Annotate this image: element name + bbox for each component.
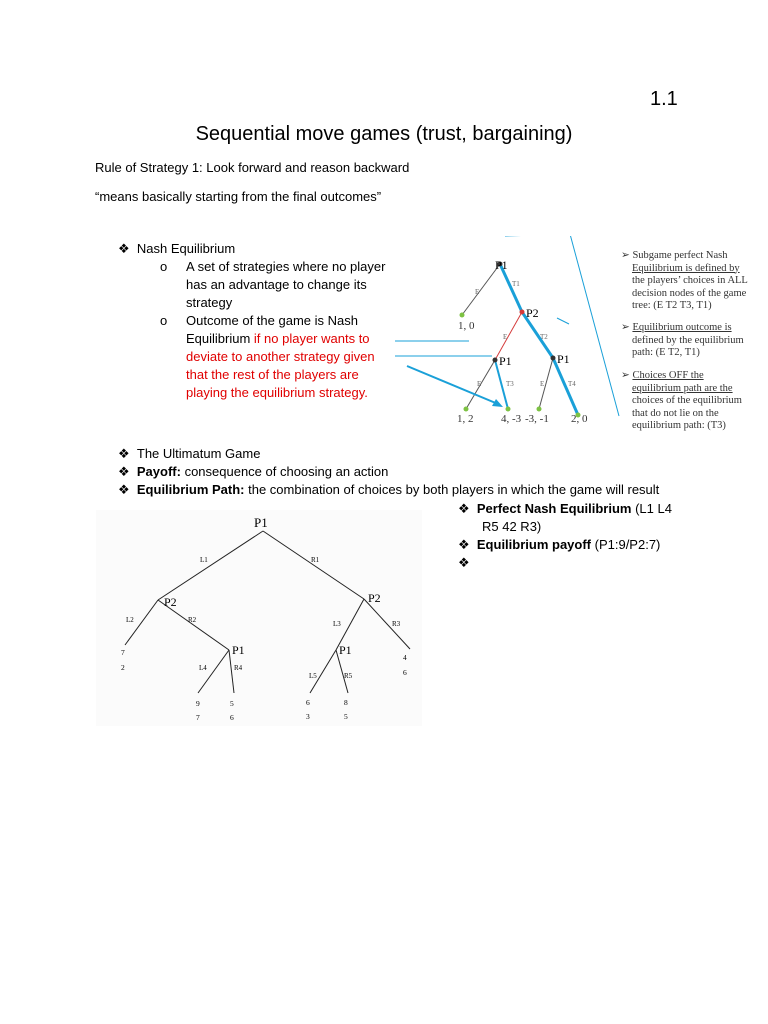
edge-l1: L1 — [200, 556, 208, 564]
edge-l3: L3 — [333, 620, 341, 628]
arrow-bullet-icon: ➢ — [621, 250, 630, 261]
node-p2: P2 — [526, 306, 539, 320]
edge-r5: R5 — [344, 672, 353, 680]
pne-item: ❖ Perfect Nash Equilibrium (L1 L4 — [458, 501, 672, 516]
diamond-outline-bullet-icon: ❖ — [458, 537, 470, 552]
payoff-r3-p2: 6 — [403, 668, 407, 677]
pne-value-cont: R5 42 R3) — [482, 519, 542, 534]
ultimatum-item: ❖ The Ultimatum Game — [118, 446, 261, 461]
diamond-outline-bullet-icon: ❖ — [458, 501, 470, 516]
edge-l2: L2 — [126, 616, 134, 624]
sub-bullet-icon: o — [160, 313, 168, 328]
rule-explanation: “means basically starting from the final outcomes” — [95, 189, 382, 204]
edge-r2: R2 — [188, 616, 197, 624]
payoff-l4-p1: 9 — [196, 699, 200, 708]
edge-label-t2: T2 — [540, 333, 548, 341]
payoff-r5-p2: 5 — [344, 712, 348, 721]
payoff-item: ❖ Payoff: consequence of choosing an action — [118, 464, 389, 479]
edge-l4: L4 — [199, 664, 207, 672]
rule-of-strategy: Rule of Strategy 1: Look forward and reason backward — [95, 160, 410, 175]
empty-item — [458, 554, 470, 572]
edge-r3: R3 — [392, 620, 401, 628]
edge-label-t4: T4 — [568, 380, 576, 388]
page-number: 1.1 — [650, 88, 678, 110]
edge-label-t1: T1 — [512, 280, 520, 288]
edge-l5: L5 — [309, 672, 317, 680]
diamond-outline-bullet-icon: ❖ — [118, 446, 130, 461]
edge-label-t3: T3 — [506, 380, 514, 388]
diamond-outline-bullet-icon: ❖ — [118, 464, 130, 479]
node-p1-right: P1 — [557, 352, 570, 366]
edge-label-e: E — [475, 288, 480, 296]
off-path-note: ➢ Choices OFF the equilibrium path are the choices of the equilibrium that do not lie on the equilibrium path: (T3) — [621, 370, 742, 431]
edge-label-e4: E — [540, 380, 545, 388]
nash-heading-item — [118, 240, 235, 258]
payoff-r4-p1: 5 — [230, 699, 234, 708]
equilibrium-outcome-note: ➢ Equilibrium outcome is defined by the equilibrium path: (E T2, T1) — [621, 322, 744, 358]
ultimatum-game-tree — [96, 510, 422, 726]
edge-r1: R1 — [311, 556, 320, 564]
payoff-l4-p2: 7 — [196, 713, 200, 722]
nash-item-2: Outcome of the game is Nash Equilibrium if no player wants to deviate to another strategy given that the rest of the players are playing the equilibrium strategy. — [186, 313, 375, 400]
node-left-p2: P2 — [164, 595, 177, 609]
eq-payoff-item: ❖ Equilibrium payoff (P1:9/P2:7) — [458, 537, 661, 552]
sub-bullet-icon: o — [160, 259, 168, 274]
node-p1-top: P1 — [495, 258, 508, 272]
arrow-bullet-icon: ➢ — [621, 322, 630, 333]
node-right-p2: P2 — [368, 591, 381, 605]
nash-heading: Nash Equilibrium — [136, 241, 236, 256]
node-ll-p1: P1 — [232, 643, 245, 657]
payoff-l2-p2: 2 — [121, 663, 125, 672]
payoff-r4-p2: 6 — [230, 713, 234, 722]
edge-label-e3: E — [477, 380, 482, 388]
nash-item-1: A set of strategies where no player has an advantage to change its strategy — [186, 259, 386, 310]
payoff-a: 1, 2 — [457, 413, 474, 425]
node-root-p1: P1 — [254, 515, 268, 530]
payoff-d: 2, 0 — [571, 413, 588, 425]
node-rl-p1: P1 — [339, 643, 352, 657]
payoff-l2-p1: 7 — [121, 648, 125, 657]
diamond-outline-bullet-icon: ❖ — [118, 482, 130, 497]
node-p1-left: P1 — [499, 354, 512, 368]
edge-r4: R4 — [234, 664, 243, 672]
diamond-bullet-icon: ❖ — [118, 241, 130, 256]
edge-label-e2: E — [503, 333, 508, 341]
payoff-b: 4, -3 — [501, 413, 522, 425]
equilibrium-path-item: ❖ Equilibrium Path: the combination of choices by both players in which the game will result — [118, 482, 660, 497]
payoff-top: 1, 0 — [458, 320, 475, 332]
payoff-c: -3, -1 — [525, 413, 549, 425]
trust-game-tree — [395, 236, 625, 436]
payoff-l5-p2: 3 — [306, 712, 310, 721]
diamond-outline-bullet-icon: ❖ — [458, 555, 470, 570]
arrow-bullet-icon: ➢ — [621, 370, 630, 381]
spne-note: ➢ Subgame perfect Nash Equilibrium is defined by the players’ choices in ALL decision nodes of the game tree: (E T2 T3, T1) — [621, 250, 748, 311]
payoff-r5-p1: 8 — [344, 698, 348, 707]
page-title: Sequential move games (trust, bargaining) — [195, 123, 573, 145]
payoff-l5-p1: 6 — [306, 698, 310, 707]
payoff-r3-p1: 4 — [403, 653, 407, 662]
